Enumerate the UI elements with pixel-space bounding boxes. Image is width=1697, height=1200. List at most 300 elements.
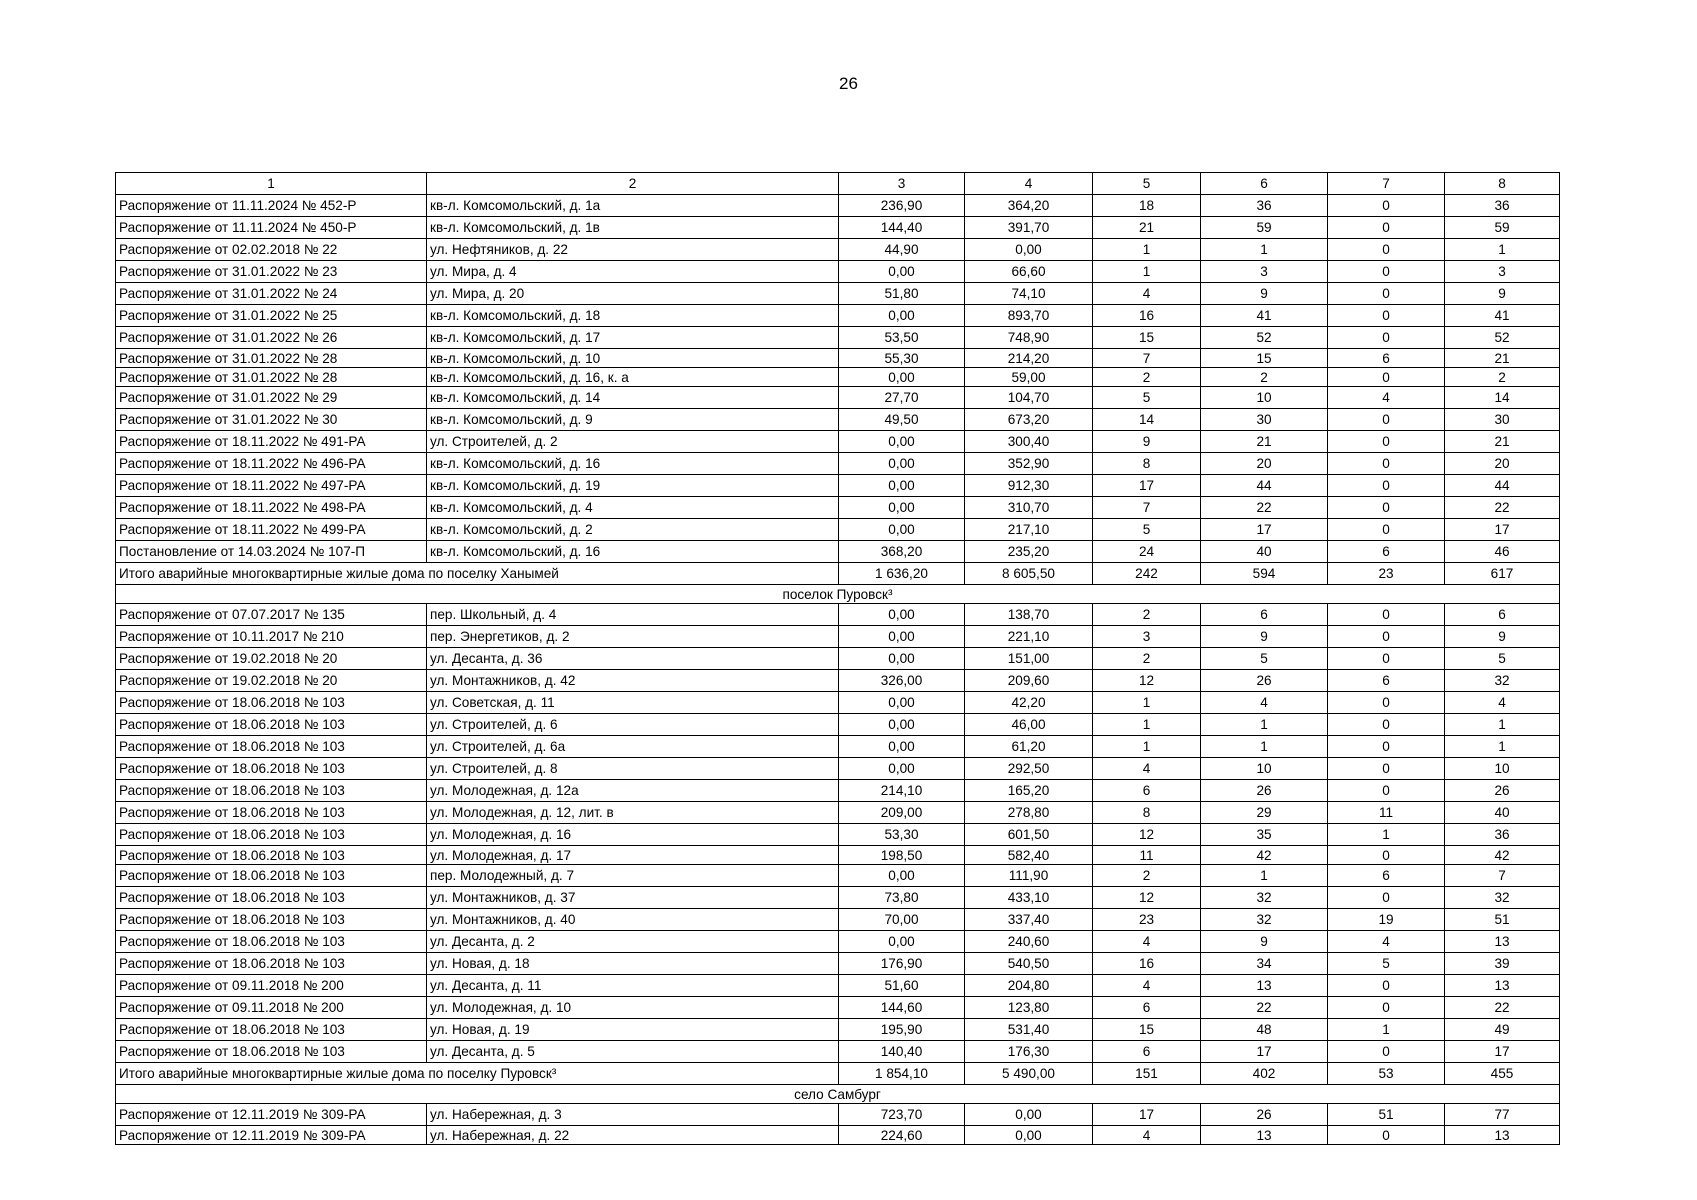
total-value-cell: 617 xyxy=(1445,563,1560,585)
address-cell: кв-л. Комсомольский, д. 16 xyxy=(427,453,839,475)
value-cell: 326,00 xyxy=(839,670,965,692)
value-cell: 14 xyxy=(1445,387,1560,409)
value-cell: 3 xyxy=(1445,261,1560,283)
value-cell: 18 xyxy=(1093,195,1201,217)
value-cell: 10 xyxy=(1201,758,1328,780)
value-cell: 893,70 xyxy=(965,305,1093,327)
document-cell: Распоряжение от 18.06.2018 № 103 xyxy=(116,692,427,714)
value-cell: 224,60 xyxy=(839,1126,965,1145)
value-cell: 13 xyxy=(1201,1126,1328,1145)
value-cell: 198,50 xyxy=(839,846,965,865)
address-cell: пер. Школьный, д. 4 xyxy=(427,604,839,626)
section-row xyxy=(116,1085,1560,1104)
table-row xyxy=(116,541,1560,563)
value-cell: 7 xyxy=(1093,349,1201,368)
value-cell: 44 xyxy=(1201,475,1328,497)
value-cell: 601,50 xyxy=(965,824,1093,846)
value-cell: 52 xyxy=(1201,327,1328,349)
value-cell: 214,10 xyxy=(839,780,965,802)
document-cell: Распоряжение от 19.02.2018 № 20 xyxy=(116,648,427,670)
document-cell: Распоряжение от 18.06.2018 № 103 xyxy=(116,931,427,953)
total-label: Итого аварийные многоквартирные жилые дома по поселку Пуровск³ xyxy=(116,1063,839,1085)
address-cell: кв-л. Комсомольский, д. 16 xyxy=(427,541,839,563)
document-cell: Распоряжение от 18.06.2018 № 103 xyxy=(116,758,427,780)
value-cell: 24 xyxy=(1093,541,1201,563)
value-cell: 235,20 xyxy=(965,541,1093,563)
value-cell: 0,00 xyxy=(839,519,965,541)
value-cell: 0 xyxy=(1328,217,1445,239)
value-cell: 40 xyxy=(1201,541,1328,563)
value-cell: 2 xyxy=(1093,604,1201,626)
value-cell: 214,20 xyxy=(965,349,1093,368)
table-row xyxy=(116,931,1560,953)
value-cell: 0 xyxy=(1328,409,1445,431)
value-cell: 59 xyxy=(1201,217,1328,239)
value-cell: 11 xyxy=(1093,846,1201,865)
value-cell: 40 xyxy=(1445,802,1560,824)
value-cell: 144,40 xyxy=(839,217,965,239)
value-cell: 0 xyxy=(1328,648,1445,670)
value-cell: 17 xyxy=(1445,519,1560,541)
address-cell: кв-л. Комсомольский, д. 1а xyxy=(427,195,839,217)
value-cell: 42,20 xyxy=(965,692,1093,714)
value-cell: 0,00 xyxy=(965,239,1093,261)
value-cell: 21 xyxy=(1201,431,1328,453)
value-cell: 3 xyxy=(1093,626,1201,648)
value-cell: 6 xyxy=(1093,1041,1201,1063)
total-value-cell: 1 854,10 xyxy=(839,1063,965,1085)
value-cell: 51,80 xyxy=(839,283,965,305)
value-cell: 0 xyxy=(1328,714,1445,736)
value-cell: 0 xyxy=(1328,1041,1445,1063)
value-cell: 0,00 xyxy=(965,1104,1093,1126)
address-cell: ул. Новая, д. 19 xyxy=(427,1019,839,1041)
value-cell: 8 xyxy=(1093,453,1201,475)
address-cell: ул. Советская, д. 11 xyxy=(427,692,839,714)
value-cell: 52 xyxy=(1445,327,1560,349)
address-cell: кв-л. Комсомольский, д. 4 xyxy=(427,497,839,519)
value-cell: 0,00 xyxy=(839,648,965,670)
document-cell: Распоряжение от 11.11.2024 № 452-Р xyxy=(116,195,427,217)
value-cell: 20 xyxy=(1201,453,1328,475)
value-cell: 368,20 xyxy=(839,541,965,563)
value-cell: 0,00 xyxy=(839,261,965,283)
table-row xyxy=(116,626,1560,648)
value-cell: 0,00 xyxy=(839,453,965,475)
value-cell: 21 xyxy=(1093,217,1201,239)
value-cell: 3 xyxy=(1201,261,1328,283)
page-number: 26 xyxy=(839,74,858,93)
address-cell: ул. Монтажников, д. 37 xyxy=(427,887,839,909)
total-value-cell: 151 xyxy=(1093,1063,1201,1085)
table-row xyxy=(116,648,1560,670)
value-cell: 36 xyxy=(1201,195,1328,217)
address-cell: кв-л. Комсомольский, д. 10 xyxy=(427,349,839,368)
value-cell: 26 xyxy=(1201,670,1328,692)
table-row xyxy=(116,865,1560,887)
value-cell: 12 xyxy=(1093,887,1201,909)
value-cell: 41 xyxy=(1201,305,1328,327)
value-cell: 209,00 xyxy=(839,802,965,824)
value-cell: 1 xyxy=(1445,714,1560,736)
table-row xyxy=(116,387,1560,409)
value-cell: 531,40 xyxy=(965,1019,1093,1041)
value-cell: 0,00 xyxy=(839,604,965,626)
value-cell: 0 xyxy=(1328,975,1445,997)
document-cell: Распоряжение от 10.11.2017 № 210 xyxy=(116,626,427,648)
document-cell: Распоряжение от 18.06.2018 № 103 xyxy=(116,846,427,865)
document-cell: Распоряжение от 07.07.2017 № 135 xyxy=(116,604,427,626)
address-cell: кв-л. Комсомольский, д. 16, к. а xyxy=(427,368,839,387)
value-cell: 300,40 xyxy=(965,431,1093,453)
value-cell: 209,60 xyxy=(965,670,1093,692)
address-cell: ул. Молодежная, д. 16 xyxy=(427,824,839,846)
value-cell: 53,30 xyxy=(839,824,965,846)
value-cell: 1 xyxy=(1093,261,1201,283)
address-cell: ул. Строителей, д. 8 xyxy=(427,758,839,780)
table-row xyxy=(116,497,1560,519)
value-cell: 42 xyxy=(1201,846,1328,865)
address-cell: ул. Молодежная, д. 12а xyxy=(427,780,839,802)
document-cell: Распоряжение от 12.11.2019 № 309-РА xyxy=(116,1104,427,1126)
value-cell: 49 xyxy=(1445,1019,1560,1041)
value-cell: 10 xyxy=(1445,758,1560,780)
value-cell: 151,00 xyxy=(965,648,1093,670)
value-cell: 0,00 xyxy=(839,368,965,387)
value-cell: 6 xyxy=(1093,997,1201,1019)
total-row xyxy=(116,1063,1560,1085)
value-cell: 5 xyxy=(1445,648,1560,670)
value-cell: 0 xyxy=(1328,846,1445,865)
value-cell: 176,30 xyxy=(965,1041,1093,1063)
value-cell: 0 xyxy=(1328,604,1445,626)
value-cell: 5 xyxy=(1201,648,1328,670)
value-cell: 195,90 xyxy=(839,1019,965,1041)
value-cell: 48 xyxy=(1201,1019,1328,1041)
table-row xyxy=(116,824,1560,846)
address-cell: кв-л. Комсомольский, д. 18 xyxy=(427,305,839,327)
value-cell: 1 xyxy=(1201,736,1328,758)
table-row xyxy=(116,953,1560,975)
value-cell: 364,20 xyxy=(965,195,1093,217)
header-cell: 4 xyxy=(965,173,1093,195)
value-cell: 104,70 xyxy=(965,387,1093,409)
value-cell: 44 xyxy=(1445,475,1560,497)
value-cell: 42 xyxy=(1445,846,1560,865)
header-cell: 7 xyxy=(1328,173,1445,195)
value-cell: 1 xyxy=(1093,714,1201,736)
table-row xyxy=(116,846,1560,865)
value-cell: 6 xyxy=(1328,349,1445,368)
table-row xyxy=(116,327,1560,349)
value-cell: 51 xyxy=(1445,909,1560,931)
address-cell: кв-л. Комсомольский, д. 2 xyxy=(427,519,839,541)
value-cell: 17 xyxy=(1093,475,1201,497)
value-cell: 1 xyxy=(1445,239,1560,261)
table-row xyxy=(116,305,1560,327)
total-value-cell: 53 xyxy=(1328,1063,1445,1085)
document-cell: Распоряжение от 18.06.2018 № 103 xyxy=(116,714,427,736)
document-cell: Распоряжение от 09.11.2018 № 200 xyxy=(116,975,427,997)
value-cell: 13 xyxy=(1445,1126,1560,1145)
document-cell: Распоряжение от 31.01.2022 № 26 xyxy=(116,327,427,349)
header-cell: 3 xyxy=(839,173,965,195)
value-cell: 111,90 xyxy=(965,865,1093,887)
table-row xyxy=(116,1041,1560,1063)
table-row xyxy=(116,1104,1560,1126)
value-cell: 0 xyxy=(1328,195,1445,217)
value-cell: 11 xyxy=(1328,802,1445,824)
value-cell: 1 xyxy=(1445,736,1560,758)
value-cell: 7 xyxy=(1445,865,1560,887)
value-cell: 8 xyxy=(1093,802,1201,824)
document-cell: Распоряжение от 11.11.2024 № 450-Р xyxy=(116,217,427,239)
value-cell: 236,90 xyxy=(839,195,965,217)
value-cell: 0 xyxy=(1328,758,1445,780)
table-row xyxy=(116,431,1560,453)
value-cell: 32 xyxy=(1201,887,1328,909)
table-row xyxy=(116,692,1560,714)
table-row xyxy=(116,997,1560,1019)
address-cell: ул. Десанта, д. 36 xyxy=(427,648,839,670)
value-cell: 6 xyxy=(1445,604,1560,626)
value-cell: 1 xyxy=(1328,1019,1445,1041)
value-cell: 0,00 xyxy=(839,865,965,887)
value-cell: 32 xyxy=(1445,670,1560,692)
value-cell: 46 xyxy=(1445,541,1560,563)
value-cell: 540,50 xyxy=(965,953,1093,975)
table-row xyxy=(116,217,1560,239)
value-cell: 912,30 xyxy=(965,475,1093,497)
value-cell: 0 xyxy=(1328,453,1445,475)
value-cell: 4 xyxy=(1093,975,1201,997)
value-cell: 36 xyxy=(1445,824,1560,846)
total-value-cell: 594 xyxy=(1201,563,1328,585)
address-cell: ул. Набережная, д. 3 xyxy=(427,1104,839,1126)
value-cell: 0,00 xyxy=(839,714,965,736)
address-cell: ул. Десанта, д. 2 xyxy=(427,931,839,953)
total-value-cell: 242 xyxy=(1093,563,1201,585)
value-cell: 5 xyxy=(1328,953,1445,975)
value-cell: 4 xyxy=(1328,387,1445,409)
value-cell: 4 xyxy=(1093,931,1201,953)
document-cell: Распоряжение от 31.01.2022 № 29 xyxy=(116,387,427,409)
document-cell: Распоряжение от 18.06.2018 № 103 xyxy=(116,953,427,975)
value-cell: 0 xyxy=(1328,519,1445,541)
value-cell: 0 xyxy=(1328,497,1445,519)
value-cell: 51,60 xyxy=(839,975,965,997)
document-cell: Распоряжение от 18.11.2022 № 497-РА xyxy=(116,475,427,497)
value-cell: 292,50 xyxy=(965,758,1093,780)
document-cell: Распоряжение от 31.01.2022 № 28 xyxy=(116,368,427,387)
value-cell: 0,00 xyxy=(839,736,965,758)
value-cell: 20 xyxy=(1445,453,1560,475)
value-cell: 26 xyxy=(1445,780,1560,802)
value-cell: 15 xyxy=(1093,327,1201,349)
document-cell: Распоряжение от 12.11.2019 № 309-РА xyxy=(116,1126,427,1145)
value-cell: 53,50 xyxy=(839,327,965,349)
value-cell: 13 xyxy=(1445,931,1560,953)
section-row xyxy=(116,585,1560,604)
address-cell: кв-л. Комсомольский, д. 9 xyxy=(427,409,839,431)
value-cell: 582,40 xyxy=(965,846,1093,865)
table-row xyxy=(116,368,1560,387)
document-cell: Распоряжение от 31.01.2022 № 30 xyxy=(116,409,427,431)
value-cell: 352,90 xyxy=(965,453,1093,475)
value-cell: 165,20 xyxy=(965,780,1093,802)
value-cell: 16 xyxy=(1093,953,1201,975)
table-row xyxy=(116,239,1560,261)
value-cell: 278,80 xyxy=(965,802,1093,824)
value-cell: 4 xyxy=(1093,758,1201,780)
table-row xyxy=(116,475,1560,497)
value-cell: 0,00 xyxy=(839,626,965,648)
document-cell: Распоряжение от 18.06.2018 № 103 xyxy=(116,865,427,887)
value-cell: 204,80 xyxy=(965,975,1093,997)
value-cell: 217,10 xyxy=(965,519,1093,541)
value-cell: 2 xyxy=(1093,865,1201,887)
value-cell: 15 xyxy=(1093,1019,1201,1041)
value-cell: 2 xyxy=(1201,368,1328,387)
value-cell: 66,60 xyxy=(965,261,1093,283)
value-cell: 140,40 xyxy=(839,1041,965,1063)
value-cell: 32 xyxy=(1445,887,1560,909)
value-cell: 22 xyxy=(1201,497,1328,519)
value-cell: 6 xyxy=(1093,780,1201,802)
value-cell: 14 xyxy=(1093,409,1201,431)
value-cell: 13 xyxy=(1201,975,1328,997)
value-cell: 1 xyxy=(1093,239,1201,261)
value-cell: 337,40 xyxy=(965,909,1093,931)
value-cell: 2 xyxy=(1093,368,1201,387)
value-cell: 30 xyxy=(1201,409,1328,431)
value-cell: 0 xyxy=(1328,1126,1445,1145)
total-row xyxy=(116,563,1560,585)
value-cell: 0 xyxy=(1328,736,1445,758)
value-cell: 21 xyxy=(1445,349,1560,368)
value-cell: 0 xyxy=(1328,368,1445,387)
table-row xyxy=(116,604,1560,626)
value-cell: 0,00 xyxy=(839,692,965,714)
value-cell: 9 xyxy=(1201,626,1328,648)
table-row xyxy=(116,670,1560,692)
table-row xyxy=(116,802,1560,824)
value-cell: 0,00 xyxy=(839,431,965,453)
value-cell: 36 xyxy=(1445,195,1560,217)
value-cell: 4 xyxy=(1093,1126,1201,1145)
value-cell: 0,00 xyxy=(839,497,965,519)
address-cell: кв-л. Комсомольский, д. 14 xyxy=(427,387,839,409)
address-cell: ул. Десанта, д. 5 xyxy=(427,1041,839,1063)
value-cell: 1 xyxy=(1201,865,1328,887)
table-row xyxy=(116,195,1560,217)
value-cell: 22 xyxy=(1445,997,1560,1019)
address-cell: ул. Новая, д. 18 xyxy=(427,953,839,975)
table-row xyxy=(116,736,1560,758)
value-cell: 0 xyxy=(1328,692,1445,714)
value-cell: 433,10 xyxy=(965,887,1093,909)
value-cell: 123,80 xyxy=(965,997,1093,1019)
value-cell: 0,00 xyxy=(839,475,965,497)
document-cell: Постановление от 14.03.2024 № 107-П xyxy=(116,541,427,563)
value-cell: 0,00 xyxy=(965,1126,1093,1145)
value-cell: 144,60 xyxy=(839,997,965,1019)
document-cell: Распоряжение от 31.01.2022 № 23 xyxy=(116,261,427,283)
value-cell: 1 xyxy=(1093,692,1201,714)
total-value-cell: 455 xyxy=(1445,1063,1560,1085)
value-cell: 30 xyxy=(1445,409,1560,431)
header-cell: 2 xyxy=(427,173,839,195)
document-cell: Распоряжение от 19.02.2018 № 20 xyxy=(116,670,427,692)
value-cell: 17 xyxy=(1093,1104,1201,1126)
document-cell: Распоряжение от 18.06.2018 № 103 xyxy=(116,802,427,824)
value-cell: 12 xyxy=(1093,824,1201,846)
value-cell: 59,00 xyxy=(965,368,1093,387)
address-cell: ул. Мира, д. 4 xyxy=(427,261,839,283)
value-cell: 49,50 xyxy=(839,409,965,431)
value-cell: 41 xyxy=(1445,305,1560,327)
value-cell: 9 xyxy=(1093,431,1201,453)
address-cell: ул. Монтажников, д. 42 xyxy=(427,670,839,692)
value-cell: 9 xyxy=(1201,283,1328,305)
table-row xyxy=(116,909,1560,931)
document-cell: Распоряжение от 18.06.2018 № 103 xyxy=(116,909,427,931)
value-cell: 0 xyxy=(1328,283,1445,305)
address-cell: ул. Монтажников, д. 40 xyxy=(427,909,839,931)
value-cell: 5 xyxy=(1093,519,1201,541)
value-cell: 22 xyxy=(1445,497,1560,519)
value-cell: 44,90 xyxy=(839,239,965,261)
value-cell: 1 xyxy=(1201,239,1328,261)
value-cell: 74,10 xyxy=(965,283,1093,305)
value-cell: 0 xyxy=(1328,626,1445,648)
address-cell: ул. Молодежная, д. 17 xyxy=(427,846,839,865)
value-cell: 4 xyxy=(1445,692,1560,714)
value-cell: 723,70 xyxy=(839,1104,965,1126)
address-cell: ул. Строителей, д. 6 xyxy=(427,714,839,736)
value-cell: 391,70 xyxy=(965,217,1093,239)
table-row xyxy=(116,887,1560,909)
address-cell: ул. Десанта, д. 11 xyxy=(427,975,839,997)
value-cell: 10 xyxy=(1201,387,1328,409)
table-header-row xyxy=(116,173,1560,195)
table-row xyxy=(116,349,1560,368)
document-cell: Распоряжение от 18.06.2018 № 103 xyxy=(116,780,427,802)
value-cell: 16 xyxy=(1093,305,1201,327)
value-cell: 4 xyxy=(1328,931,1445,953)
value-cell: 138,70 xyxy=(965,604,1093,626)
table-row xyxy=(116,1019,1560,1041)
value-cell: 7 xyxy=(1093,497,1201,519)
value-cell: 51 xyxy=(1328,1104,1445,1126)
address-cell: ул. Мира, д. 20 xyxy=(427,283,839,305)
value-cell: 0 xyxy=(1328,239,1445,261)
document-cell: Распоряжение от 18.11.2022 № 496-РА xyxy=(116,453,427,475)
document-cell: Распоряжение от 18.11.2022 № 498-РА xyxy=(116,497,427,519)
header-cell: 5 xyxy=(1093,173,1201,195)
document-cell: Распоряжение от 31.01.2022 № 28 xyxy=(116,349,427,368)
total-value-cell: 1 636,20 xyxy=(839,563,965,585)
value-cell: 4 xyxy=(1093,283,1201,305)
table-row xyxy=(116,1126,1560,1145)
value-cell: 5 xyxy=(1093,387,1201,409)
value-cell: 32 xyxy=(1201,909,1328,931)
value-cell: 310,70 xyxy=(965,497,1093,519)
total-value-cell: 23 xyxy=(1328,563,1445,585)
document-cell: Распоряжение от 31.01.2022 № 25 xyxy=(116,305,427,327)
value-cell: 0 xyxy=(1328,475,1445,497)
value-cell: 6 xyxy=(1328,670,1445,692)
